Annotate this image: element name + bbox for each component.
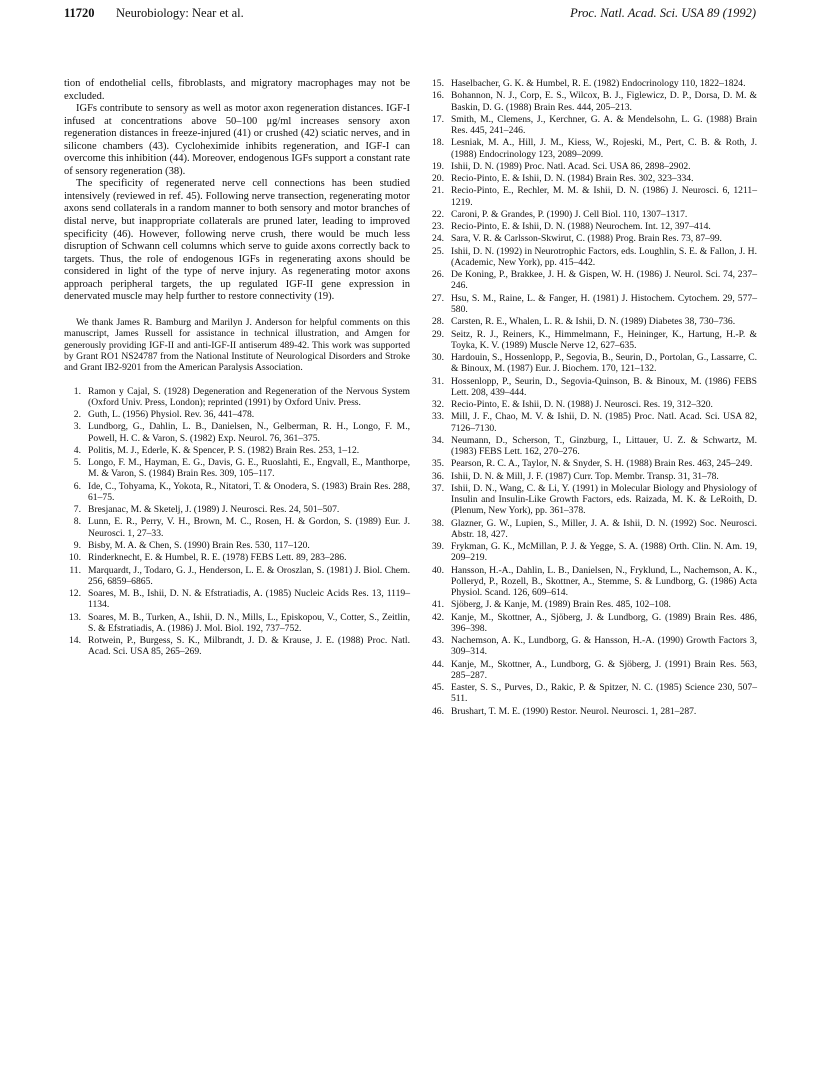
running-header xyxy=(64,6,756,26)
reference-text: Bohannon, N. J., Corp, E. S., Wilcox, B. J., Figlewicz, D. P., Dorsa, D. M. & Baskin, D. G. (1988) Brain Res. 444, 205–213. xyxy=(451,90,757,113)
reference-text: Guth, L. (1956) Physiol. Rev. 36, 441–478. xyxy=(88,409,255,421)
reference-number: 31. xyxy=(432,375,444,387)
reference-text: Carsten, R. E., Whalen, L. R. & Ishii, D. N. (1989) Diabetes 38, 730–736. xyxy=(451,316,736,328)
reference-number: 27. xyxy=(432,292,444,304)
reference-item xyxy=(64,552,410,563)
reference-item xyxy=(427,458,757,469)
reference-text: Sara, V. R. & Carlsson-Skwirut, C. (1988) Prog. Brain Res. 73, 87–99. xyxy=(451,233,722,245)
reference-item xyxy=(64,386,410,408)
right-column xyxy=(427,78,757,718)
reference-item xyxy=(427,435,757,457)
reference-text: Rinderknecht, E. & Humbel, R. E. (1978) FEBS Lett. 89, 283–286. xyxy=(88,552,347,564)
reference-item xyxy=(427,78,757,89)
body-paragraph: tion of endothelial cells, fibroblasts, and migratory macrophages may not be excluded. xyxy=(64,78,410,102)
reference-item xyxy=(427,316,757,327)
reference-number: 2. xyxy=(73,409,81,421)
reference-item xyxy=(427,161,757,172)
reference-number: 33. xyxy=(432,411,444,423)
reference-text: Sjöberg, J. & Kanje, M. (1989) Brain Res. 485, 102–108. xyxy=(451,599,671,611)
reference-text: Lunn, E. R., Perry, V. H., Brown, M. C., Rosen, H. & Gordon, S. (1989) Eur. J. Neurosci. 1, 27–33. xyxy=(88,516,410,539)
reference-item xyxy=(427,411,757,433)
reference-text: Smith, M., Clemens, J., Kerchner, G. A. & Mendelsohn, L. G. (1988) Brain Res. 445, 241–246. xyxy=(451,113,757,136)
reference-number: 13. xyxy=(69,611,81,623)
reference-number: 17. xyxy=(432,113,444,125)
reference-item xyxy=(64,481,410,503)
reference-number: 20. xyxy=(432,173,444,185)
reference-text: Kanje, M., Skottner, A., Sjöberg, J. & Lundborg, G. (1989) Brain Res. 486, 396–398. xyxy=(451,611,757,634)
reference-number: 4. xyxy=(73,444,81,456)
reference-text: Soares, M. B., Ishii, D. N. & Efstratiadis, A. (1985) Nucleic Acids Res. 13, 1119–1134. xyxy=(88,588,410,611)
reference-number: 14. xyxy=(69,635,81,647)
reference-text: Ide, C., Tohyama, K., Yokota, R., Nitatori, T. & Onodera, S. (1983) Brain Res. 288, 61–75. xyxy=(88,480,410,503)
reference-text: Ishii, D. N. (1989) Proc. Natl. Acad. Sci. USA 86, 2898–2902. xyxy=(451,160,691,172)
reference-list xyxy=(427,78,757,717)
reference-text: Recio-Pinto, E., Rechler, M. M. & Ishii, D. N. (1986) J. Neurosci. 6, 1211–1219. xyxy=(451,185,757,208)
reference-text: Longo, F. M., Hayman, E. G., Davis, G. E., Ruoslahti, E., Engvall, E., Manthorpe, M. & Varon, S. (1984) Brain Res. 309, 105–117. xyxy=(88,457,410,480)
reference-item xyxy=(64,504,410,515)
reference-item xyxy=(64,588,410,610)
reference-number: 24. xyxy=(432,233,444,245)
page-number: 11720 xyxy=(64,6,95,20)
reference-item xyxy=(427,659,757,681)
reference-text: Hsu, S. M., Raine, L. & Fanger, H. (1981) J. Histochem. Cytochem. 29, 577–580. xyxy=(451,292,757,315)
reference-text: Marquardt, J., Todaro, G. J., Henderson, L. E. & Oroszlan, S. (1981) J. Biol. Chem. 256, 6859–6865. xyxy=(88,564,410,587)
reference-text: Caroni, P. & Grandes, P. (1990) J. Cell Biol. 110, 1307–1317. xyxy=(451,208,688,220)
reference-number: 12. xyxy=(69,588,81,600)
reference-text: Neumann, D., Scherson, T., Ginzburg, I., Littauer, U. Z. & Schwartz, M. (1983) FEBS Lett. 162, 270–276. xyxy=(451,434,757,458)
reference-number: 19. xyxy=(432,160,444,172)
reference-number: 9. xyxy=(73,539,81,551)
reference-item xyxy=(64,421,410,443)
reference-number: 1. xyxy=(73,385,81,397)
reference-text: Frykman, G. K., McMillan, P. J. & Yegge, S. A. (1988) Orth. Clin. N. Am. 19, 209–219. xyxy=(451,541,757,564)
reference-number: 29. xyxy=(432,328,444,340)
reference-item xyxy=(427,635,757,657)
reference-number: 23. xyxy=(432,221,444,233)
reference-item xyxy=(64,612,410,634)
reference-item xyxy=(427,209,757,220)
reference-number: 40. xyxy=(432,564,444,576)
reference-number: 35. xyxy=(432,458,444,470)
reference-number: 34. xyxy=(432,434,444,446)
body-paragraph: The specificity of regenerated nerve cell connections has been studied intensively (reviewed in ref. 45). Following nerve transection, regenerating motor axons send collaterals in a random manner to both sensory and motor branches of distal nerve, but inappropriate collaterals are pruned later, leading to improved specificity (46). However, following nerve crush, there would be much less disruption of Schwann cell columns which serve to guide axons correctly back to targets. Thus, the role of endogenous IGFs in regenerating axons should be considered in light of the type of nerve injury. As regenerating motor axons approach peripheral targets, the up regulated IGF-II gene expression in denervated muscle may help further to restore connectivity (19). xyxy=(64,178,410,303)
reference-number: 46. xyxy=(432,705,444,717)
left-column xyxy=(64,78,410,659)
reference-text: Recio-Pinto, E. & Ishii, D. N. (1988) J. Neurosci. Res. 19, 312–320. xyxy=(451,399,713,411)
reference-number: 11. xyxy=(69,564,81,576)
reference-item xyxy=(427,376,757,398)
reference-text: Politis, M. J., Ederle, K. & Spencer, P. S. (1982) Brain Res. 253, 1–12. xyxy=(88,444,360,456)
acknowledgment: We thank James R. Bamburg and Marilyn J. Anderson for helpful comments on this manuscript, James Russell for assistance in technical illustration, and Amgen for generously providing IGF-II and anti-IGF-II antiserum 489-42. This work was supported by Grant RO1 NS24787 from the National Institute of Neurological Disorders and Stroke and Grant IB2-9201 from the American Paralysis Association. xyxy=(64,316,410,374)
reference-number: 16. xyxy=(432,90,444,102)
reference-text: Hansson, H.-A., Dahlin, L. B., Danielsen, N., Fryklund, L., Nachemson, A. K., Polleryd, P., Rozell, B., Skottner, A., Stemme, S. & Lundborg, G. (1986) Acta Physiol. Scand. 126, 609–614. xyxy=(451,564,757,599)
reference-item xyxy=(427,599,757,610)
reference-item xyxy=(64,457,410,479)
reference-text: Easter, S. S., Purves, D., Rakic, P. & Spitzer, N. C. (1985) Science 230, 507–511. xyxy=(451,682,757,705)
reference-item xyxy=(427,173,757,184)
reference-text: Recio-Pinto, E. & Ishii, D. N. (1988) Neurochem. Int. 12, 397–414. xyxy=(451,221,711,233)
reference-number: 22. xyxy=(432,208,444,220)
reference-text: Bresjanac, M. & Sketelj, J. (1989) J. Neurosci. Res. 24, 501–507. xyxy=(88,504,340,516)
reference-text: Ishii, D. N. & Mill, J. F. (1987) Curr. Top. Membr. Transp. 31, 31–78. xyxy=(451,470,719,482)
reference-item xyxy=(427,706,757,717)
reference-text: Bisby, M. A. & Chen, S. (1990) Brain Res. 530, 117–120. xyxy=(88,539,310,551)
reference-item xyxy=(427,483,757,517)
reference-item xyxy=(64,445,410,456)
reference-item xyxy=(427,329,757,351)
reference-text: Haselbacher, G. K. & Humbel, R. E. (1982) Endocrinology 110, 1822–1824. xyxy=(451,78,746,89)
reference-number: 15. xyxy=(432,78,444,89)
reference-number: 42. xyxy=(432,611,444,623)
reference-text: Brushart, T. M. E. (1990) Restor. Neurol. Neurosci. 1, 281–287. xyxy=(451,705,697,717)
reference-text: Hardouin, S., Hossenlopp, P., Segovia, B., Seurin, D., Portolan, G., Lassarre, C. & Binoux, M. (1987) Eur. J. Biochem. 170, 121–132. xyxy=(451,352,757,375)
reference-item xyxy=(64,565,410,587)
reference-text: Lesniak, M. A., Hill, J. M., Kiess, W., Rojeski, M., Pert, C. B. & Roth, J. (1988) Endocrinology 123, 2089–2099. xyxy=(451,137,757,160)
reference-item xyxy=(427,565,757,599)
reference-list xyxy=(64,386,410,658)
journal-citation: Proc. Natl. Acad. Sci. USA 89 (1992) xyxy=(570,6,756,20)
reference-number: 26. xyxy=(432,269,444,281)
reference-number: 25. xyxy=(432,245,444,257)
reference-item xyxy=(64,516,410,538)
reference-number: 21. xyxy=(432,185,444,197)
reference-item xyxy=(427,269,757,291)
reference-item xyxy=(427,541,757,563)
reference-text: Hossenlopp, P., Seurin, D., Segovia-Quinson, B. & Binoux, M. (1986) FEBS Lett. 208, 439–444. xyxy=(451,375,757,398)
reference-number: 38. xyxy=(432,517,444,529)
reference-item xyxy=(427,612,757,634)
reference-text: Recio-Pinto, E. & Ishii, D. N. (1984) Brain Res. 302, 323–334. xyxy=(451,173,694,185)
reference-number: 3. xyxy=(73,421,81,433)
reference-text: Glazner, G. W., Lupien, S., Miller, J. A. & Ishii, D. N. (1992) Soc. Neurosci. Abstr. 18, 427. xyxy=(451,517,757,540)
reference-text: De Koning, P., Brakkee, J. H. & Gispen, W. H. (1986) J. Neurol. Sci. 74, 237–246. xyxy=(451,269,757,292)
reference-number: 18. xyxy=(432,137,444,149)
reference-number: 43. xyxy=(432,635,444,647)
reference-number: 45. xyxy=(432,682,444,694)
reference-number: 41. xyxy=(432,599,444,611)
reference-number: 30. xyxy=(432,352,444,364)
reference-text: Seitz, R. J., Reiners, K., Himmelmann, F., Heininger, K., Hartung, H.-P. & Toyka, K. V. (1989) Muscle Nerve 12, 627–635. xyxy=(451,328,757,351)
reference-text: Nachemson, A. K., Lundborg, G. & Hansson, H.-A. (1990) Growth Factors 3, 309–314. xyxy=(451,635,757,658)
reference-item xyxy=(427,137,757,159)
reference-item xyxy=(427,293,757,315)
reference-text: Mill, J. F., Chao, M. V. & Ishii, D. N. (1985) Proc. Natl. Acad. Sci. USA 82, 7126–7130. xyxy=(451,411,757,434)
reference-item xyxy=(427,352,757,374)
reference-number: 39. xyxy=(432,541,444,553)
running-title: Neurobiology: Near et al. xyxy=(116,6,244,20)
reference-number: 44. xyxy=(432,658,444,670)
reference-text: Ishii, D. N. (1992) in Neurotrophic Factors, eds. Loughlin, S. E. & Fallon, J. H. (Academic, New York), pp. 415–442. xyxy=(451,245,757,268)
reference-number: 7. xyxy=(73,504,81,516)
reference-item xyxy=(427,233,757,244)
reference-item xyxy=(64,540,410,551)
body-paragraph: IGFs contribute to sensory as well as motor axon regeneration distances. IGF-I infused at concentrations above 50–100 μg/ml increases sensory axon regeneration distances in freeze-injured (41) or crushed (42) sciatic nerves, and in silicone chambers (43). Cycloheximide inhibits regeneration, and IGF-I can overcome this inhibition (44). Moreover, endogenous IGFs support a constant rate of sensory regeneration (38). xyxy=(64,103,410,177)
reference-number: 10. xyxy=(69,552,81,564)
reference-number: 8. xyxy=(73,516,81,528)
reference-text: Pearson, R. C. A., Taylor, N. & Snyder, S. H. (1988) Brain Res. 463, 245–249. xyxy=(451,458,753,470)
reference-item xyxy=(427,185,757,207)
reference-item xyxy=(427,246,757,268)
reference-number: 36. xyxy=(432,470,444,482)
reference-text: Rotwein, P., Burgess, S. K., Milbrandt, J. D. & Krause, J. E. (1988) Proc. Natl. Acad. Sci. USA 85, 265–269. xyxy=(88,635,410,658)
reference-item xyxy=(427,90,757,112)
reference-item xyxy=(427,221,757,232)
reference-number: 37. xyxy=(432,482,444,494)
reference-text: Ramon y Cajal, S. (1928) Degeneration and Regeneration of the Nervous System (Oxford Univ. Press, London); reprinted (1991) by Oxford Univ. Press. xyxy=(88,385,410,408)
reference-number: 5. xyxy=(73,457,81,469)
reference-item xyxy=(427,399,757,410)
reference-text: Soares, M. B., Turken, A., Ishii, D. N., Mills, L., Episkopou, V., Cotter, S., Zeitlin, S. & Efstratiadis, A. (1986) J. Mol. Biol. 192, 737–752. xyxy=(88,611,410,634)
reference-text: Kanje, M., Skottner, A., Lundborg, G. & Sjöberg, J. (1991) Brain Res. 563, 285–287. xyxy=(451,658,757,681)
reference-item xyxy=(427,682,757,704)
reference-item xyxy=(64,635,410,657)
reference-number: 28. xyxy=(432,316,444,328)
reference-item xyxy=(427,114,757,136)
reference-item xyxy=(427,471,757,482)
reference-text: Ishii, D. N., Wang, C. & Li, Y. (1991) in Molecular Biology and Physiology of Insulin and Insulin-Like Growth Factors, eds. Raizada, M. K. & LeRoith, D. (Plenum, New York), pp. 361–378. xyxy=(451,482,757,517)
reference-text: Lundborg, G., Dahlin, L. B., Danielsen, N., Gelberman, R. H., Longo, F. M., Powell, H. C. & Varon, S. (1982) Exp. Neurol. 76, 361–375. xyxy=(88,421,410,444)
reference-number: 6. xyxy=(73,480,81,492)
reference-number: 32. xyxy=(432,399,444,411)
reference-item xyxy=(64,409,410,420)
reference-item xyxy=(427,518,757,540)
